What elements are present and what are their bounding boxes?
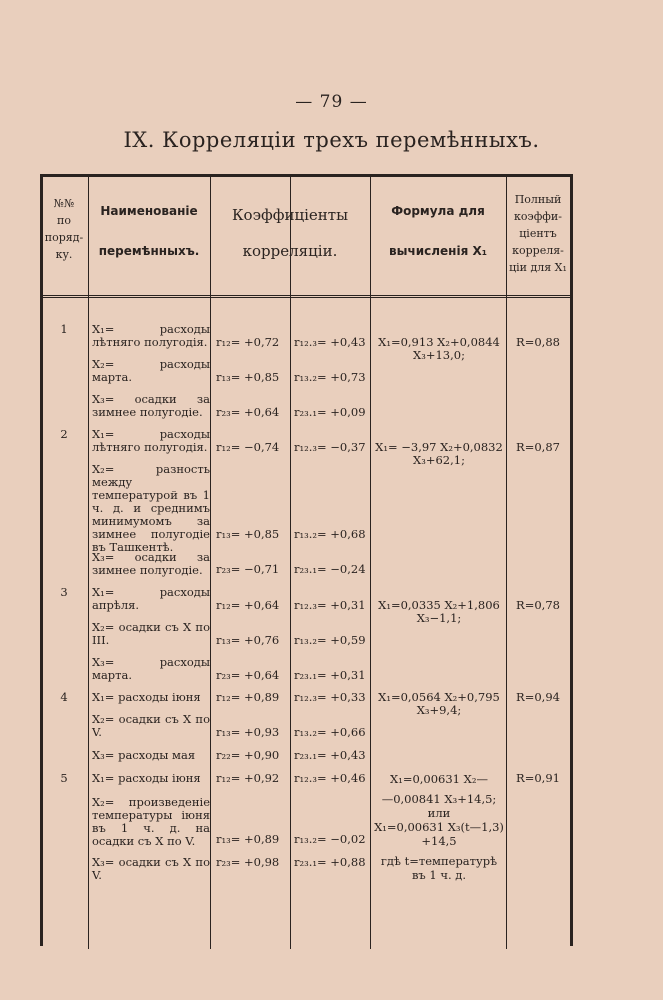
formula: [374, 772, 504, 882]
coef-partial: r₂₃.₁= +0,31: [294, 668, 366, 682]
variable-name: X₁= расходы лѣтняго полугодія.: [92, 322, 210, 349]
coef-r: r₁₃= +0,85: [216, 527, 280, 541]
coef-partial: r₂₃.₁= −0,24: [294, 562, 366, 576]
formula-line: или: [427, 806, 451, 820]
header-total-line: ціентъ: [519, 227, 557, 240]
coef-r: r₁₂= −0,74: [216, 440, 280, 454]
header-formula: [370, 191, 506, 271]
variable-name: X₂= расходы марта.: [92, 357, 210, 384]
variable-name: X₃= расходы мая: [92, 748, 196, 762]
header-total-line: корреля-: [512, 244, 564, 257]
coef-r: r₁₃= +0,89: [216, 832, 280, 846]
formula: [374, 599, 504, 625]
variable-name: X₂= осадки съ X по V.: [92, 712, 210, 739]
header-total-line: ціи для X₁: [509, 261, 567, 274]
header-name-line: Наименованіе: [100, 204, 198, 218]
coef-r: r₁₂= +0,72: [216, 335, 280, 349]
coef-r: r₁₂= +0,89: [216, 690, 280, 704]
total-coefficient: R=0,78: [516, 598, 560, 612]
formula-line: X₁=0,0564 X₂+0,795: [378, 690, 500, 704]
variable-name: X₃= расходы марта.: [92, 655, 210, 682]
variable-name: X₂= осадки съ X по III.: [92, 620, 210, 647]
column-divider: [210, 177, 211, 949]
header-total-line: коэффи-: [514, 210, 562, 223]
variable-name: X₁= расходы іюня: [92, 690, 201, 704]
variable-name: X₁= расходы лѣтняго полугодія.: [92, 427, 210, 454]
variable-name: X₂= разность между температурой въ 1 ч. д. и среднимъ минимумомъ за зимнее полугодіе въ Ташкентѣ.: [92, 462, 210, 554]
formula-line: X₃−1,1;: [416, 611, 462, 625]
variable-name: X₃= осадки за зимнее полугодіе.: [92, 550, 210, 577]
variable-name: X₂= произведеніе температуры іюня въ 1 ч. д. на осадки съ X по V.: [92, 795, 210, 848]
total-coefficient: R=0,88: [516, 335, 560, 349]
coef-r: r₁₂= +0,92: [216, 771, 280, 785]
formula-line: X₃+13,0;: [413, 348, 465, 362]
formula-line: гдѣ t=температурѣ: [380, 854, 498, 868]
formula-line: X₁= −3,97 X₂+0,0832: [375, 440, 503, 454]
row-number: 3: [60, 585, 68, 599]
coef-partial: r₂₃.₁= +0,43: [294, 748, 366, 762]
header-total: [506, 191, 570, 276]
formula-line: въ 1 ч. д.: [411, 868, 467, 882]
coef-r: r₂₃= +0,64: [216, 405, 280, 419]
coef-partial: r₁₃.₂= +0,66: [294, 725, 366, 739]
table-header: [40, 177, 570, 298]
total-coefficient: R=0,94: [516, 690, 560, 704]
header-num: [40, 195, 88, 263]
header-total-line: Полный: [514, 193, 562, 206]
header-coef-line: Коэффиціенты: [231, 206, 349, 224]
header-formula-line: Формула для: [391, 204, 485, 218]
header-num-line: по: [57, 214, 71, 227]
header-name: [88, 191, 210, 271]
header-name-line: перемѣнныхъ.: [98, 244, 200, 258]
coef-r: r₂₃= +0,98: [216, 855, 280, 869]
variable-name: X₁= расходы апрѣля.: [92, 585, 210, 612]
coef-partial: r₁₃.₂= +0,73: [294, 370, 366, 384]
row-number: 1: [60, 322, 68, 336]
formula-line: X₁=0,913 X₂+0,0844: [378, 335, 500, 349]
coef-partial: r₁₂.₃= −0,37: [294, 440, 366, 454]
header-num-line: поряд-: [44, 231, 84, 244]
coef-partial: r₂₃.₁= +0,88: [294, 855, 366, 869]
coef-r: r₁₂= +0,64: [216, 598, 280, 612]
formula-line: X₁=0,0335 X₂+1,806: [378, 598, 500, 612]
formula: [374, 441, 504, 467]
formula-line: X₁=0,00631 X₂—: [390, 772, 488, 786]
coef-r: r₂₃= +0,64: [216, 668, 280, 682]
column-divider: [88, 177, 89, 949]
total-coefficient: R=0,91: [516, 771, 560, 785]
variable-name: X₃= осадки съ X по V.: [92, 855, 210, 882]
coef-partial: r₁₂.₃= +0,43: [294, 335, 366, 349]
coef-partial: r₁₂.₃= +0,33: [294, 690, 366, 704]
variable-name: X₁= расходы іюня: [92, 771, 201, 785]
coef-partial: r₁₃.₂= +0,59: [294, 633, 366, 647]
header-num-line: ку.: [55, 248, 73, 261]
variable-name: X₃= осадки за зимнее полугодіе.: [92, 392, 210, 419]
page-number: — 79 —: [295, 92, 368, 112]
coef-r: r₁₃= +0,93: [216, 725, 280, 739]
coef-r: r₁₃= +0,76: [216, 633, 280, 647]
coef-partial: r₁₃.₂= −0,02: [294, 832, 366, 846]
formula-line: —0,00841 X₃+14,5;: [381, 792, 497, 806]
column-divider: [506, 177, 507, 949]
header-num-line: №№: [53, 197, 75, 210]
formula-line: X₃+9,4;: [416, 703, 462, 717]
coef-partial: r₁₂.₃= +0,31: [294, 598, 366, 612]
column-divider: [290, 177, 291, 949]
coef-r: r₂₃= −0,71: [216, 562, 280, 576]
correlation-table: [40, 174, 570, 949]
coef-r: r₂₂= +0,90: [216, 748, 280, 762]
formula: [374, 336, 504, 362]
coef-partial: r₁₃.₂= +0,68: [294, 527, 366, 541]
table-left-border: [40, 174, 43, 946]
row-number: 4: [60, 690, 68, 704]
column-divider: [370, 177, 371, 949]
header-formula-line: вычисленія X₁: [389, 244, 487, 258]
formula: [374, 691, 504, 717]
section-title: IX. Корреляціи трехъ перемѣнныхъ.: [123, 128, 540, 152]
coef-r: r₁₃= +0,85: [216, 370, 280, 384]
coef-partial: r₂₃.₁= +0,09: [294, 405, 366, 419]
header-coef-line: корреляціи.: [242, 242, 338, 260]
row-number: 2: [60, 427, 68, 441]
formula-line: X₃+62,1;: [413, 453, 465, 467]
total-coefficient: R=0,87: [516, 440, 560, 454]
row-number: 5: [60, 771, 68, 785]
coef-partial: r₁₂.₃= +0,46: [294, 771, 366, 785]
table-right-border: [570, 174, 573, 946]
formula-line: +14,5: [421, 834, 457, 848]
formula-line: X₁=0,00631 X₃(t—1,3): [374, 820, 504, 834]
